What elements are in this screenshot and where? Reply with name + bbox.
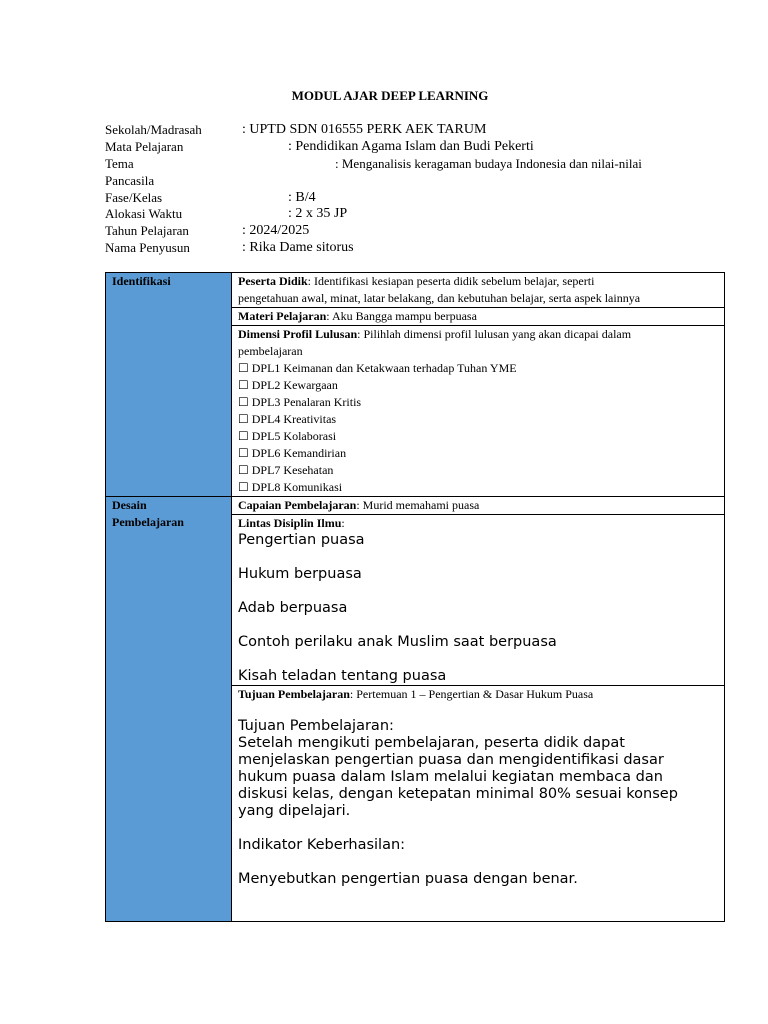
- tujuan-line: menjelaskan pengertian puasa dan mengidentifikasi dasar: [238, 752, 664, 768]
- desain-label-1: Desain: [112, 498, 147, 512]
- tema-value: : Menganalisis keragaman budaya Indonesia dan nilai-nilai: [335, 156, 642, 171]
- tema-continuation: Pancasila: [105, 173, 155, 188]
- lintas-item: Adab berpuasa: [238, 600, 348, 616]
- materi-text: : Aku Bangga mampu berpuasa: [326, 309, 477, 323]
- lintas-item: Contoh perilaku anak Muslim saat berpuasa: [238, 634, 557, 650]
- checkbox-icon[interactable]: ☐: [238, 395, 249, 409]
- dimensi-text-1: : Pilihlah dimensi profil lulusan yang akan dicapai dalam: [357, 327, 632, 341]
- dpl-item[interactable]: [238, 428, 718, 445]
- materi-cell: [232, 308, 725, 326]
- tujuan-line: hukum puasa dalam Islam melalui kegiatan membaca dan: [238, 769, 663, 785]
- tahun-label: Tahun Pelajaran: [105, 223, 189, 238]
- alokasi-value: : 2 x 35 JP: [288, 206, 348, 221]
- row-capaian: [106, 497, 725, 515]
- dpl-item[interactable]: [238, 377, 718, 394]
- dpl-label: DPL8 Komunikasi: [251, 480, 343, 494]
- tujuan-line: yang dipelajari.: [238, 803, 351, 819]
- penyusun-label: Nama Penyusun: [105, 240, 190, 255]
- dpl-item[interactable]: [238, 462, 718, 479]
- mapel-value: : Pendidikan Agama Islam dan Budi Pekerti: [288, 139, 534, 154]
- dpl-label: DPL5 Kolaborasi: [251, 429, 337, 443]
- checkbox-icon[interactable]: ☐: [238, 361, 249, 375]
- penyusun-value: : Rika Dame sitorus: [242, 240, 354, 255]
- tujuan-line: diskusi kelas, dengan ketepatan minimal 80% sesuai konsep: [238, 786, 678, 802]
- dpl-item[interactable]: [238, 445, 718, 462]
- desain-cell: [106, 497, 232, 922]
- dpl-label: DPL3 Penalaran Kritis: [251, 395, 362, 409]
- dpl-label: DPL4 Kreativitas: [251, 412, 337, 426]
- identifikasi-cell: [106, 273, 232, 497]
- lintas-label: Lintas Disiplin Ilmu: [238, 516, 342, 530]
- dpl-label: DPL2 Kewargaan: [251, 378, 338, 392]
- checkbox-icon[interactable]: ☐: [238, 412, 249, 426]
- fase-value: : B/4: [288, 190, 316, 205]
- dpl-label: DPL7 Kesehatan: [251, 463, 334, 477]
- indikator-text: Menyebutkan pengertian puasa dengan benar.: [238, 871, 578, 887]
- row-peserta: [106, 273, 725, 308]
- checkbox-icon[interactable]: ☐: [238, 429, 249, 443]
- fase-label: Fase/Kelas: [105, 190, 163, 205]
- dpl-item[interactable]: [238, 411, 718, 428]
- dpl-item[interactable]: [238, 479, 718, 496]
- dpl-item[interactable]: [238, 394, 718, 411]
- dimensi-label: Dimensi Profil Lulusan: [238, 327, 358, 341]
- document-title: MODUL AJAR DEEP LEARNING: [291, 88, 489, 103]
- desain-label-2: Pembelajaran: [112, 515, 184, 529]
- tujuan-label: Tujuan Pembelajaran: [238, 687, 350, 701]
- dimensi-text-2: pembelajaran: [238, 344, 303, 358]
- peserta-cell: [232, 273, 725, 308]
- lintas-item: Kisah teladan tentang puasa: [238, 668, 447, 684]
- mapel-label: Mata Pelajaran: [105, 139, 184, 154]
- sekolah-label: Sekolah/Madrasah: [105, 122, 202, 137]
- checkbox-icon[interactable]: ☐: [238, 463, 249, 477]
- checkbox-icon[interactable]: ☐: [238, 446, 249, 460]
- peserta-label: Peserta Didik: [238, 274, 308, 288]
- tujuan-line: Setelah mengikuti pembelajaran, peserta didik dapat: [238, 735, 625, 751]
- lintas-item: Hukum berpuasa: [238, 566, 362, 582]
- dpl-label: DPL1 Keimanan dan Ketakwaan terhadap Tuhan YME: [251, 361, 517, 375]
- indikator-heading: Indikator Keberhasilan:: [238, 837, 406, 853]
- checkbox-icon[interactable]: ☐: [238, 378, 249, 392]
- checkbox-icon[interactable]: ☐: [238, 480, 249, 494]
- alokasi-label: Alokasi Waktu: [105, 206, 183, 221]
- lintas-cell: [232, 515, 725, 686]
- tujuan-heading: Tujuan Pembelajaran:: [238, 718, 394, 734]
- dpl-label: DPL6 Kemandirian: [251, 446, 347, 460]
- capaian-label: Capaian Pembelajaran: [238, 498, 357, 512]
- module-table: [105, 272, 725, 922]
- tahun-value: : 2024/2025: [242, 223, 310, 238]
- sekolah-value: : UPTD SDN 016555 PERK AEK TARUM: [242, 122, 487, 137]
- tujuan-cell: [232, 686, 725, 922]
- tujuan-text: : Pertemuan 1 – Pengertian & Dasar Hukum Puasa: [349, 687, 594, 701]
- lintas-colon: :: [341, 516, 345, 530]
- lintas-item: Pengertian puasa: [238, 532, 365, 548]
- identifikasi-label: Identifikasi: [112, 274, 171, 288]
- capaian-text: : Murid memahami puasa: [356, 498, 480, 512]
- dimensi-cell: [232, 326, 725, 497]
- dpl-item[interactable]: [238, 360, 718, 377]
- tema-label: Tema: [105, 156, 134, 171]
- materi-label: Materi Pelajaran: [238, 309, 327, 323]
- peserta-text-1: : Identifikasi kesiapan peserta didik sebelum belajar, seperti: [307, 274, 595, 288]
- capaian-cell: [232, 497, 725, 515]
- peserta-text-2: pengetahuan awal, minat, latar belakang, dan kebutuhan belajar, serta aspek lainnya: [238, 291, 641, 305]
